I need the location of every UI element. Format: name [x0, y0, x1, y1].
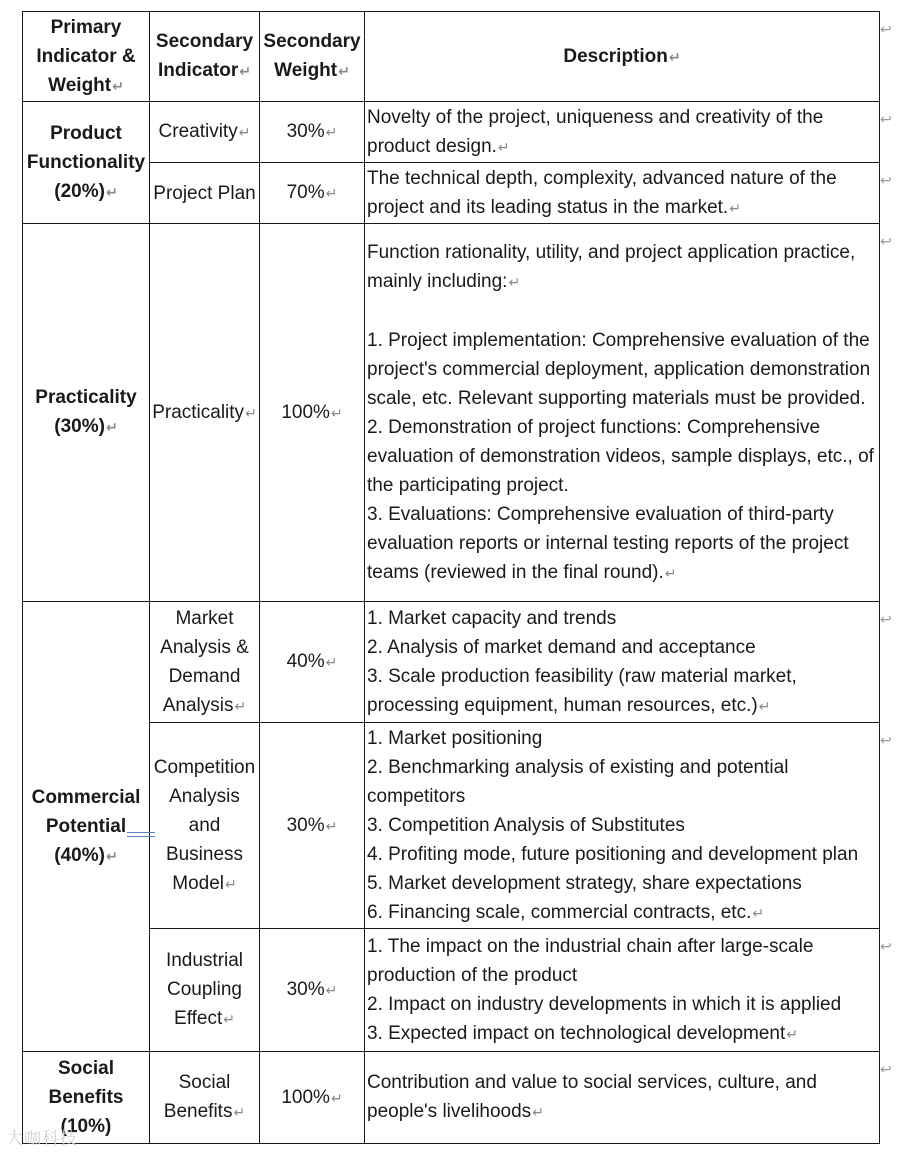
description-point: 3. Evaluations: Comprehensive evaluation of third-party evaluation reports or internal testing reports of the project teams (reviewed in the final round).↵ [367, 503, 849, 583]
description-cell: The technical depth, complexity, advanced nature of the project and its leading status in the market.↵ [365, 163, 880, 224]
table-row [23, 102, 880, 163]
description-cell: Novelty of the project, uniqueness and creativity of the product design.↵ [365, 102, 880, 163]
description-point: 3. Scale production feasibility (raw material market, processing equipment, human resources, etc.)↵ [367, 665, 797, 716]
description-point: 1. Project implementation: Comprehensive evaluation of the project's commercial deployment, application demonstration scale, etc. Relevant supporting materials must be provided. [367, 329, 871, 409]
double-underline-mark [127, 832, 155, 837]
header-row [23, 12, 880, 102]
description-point: 4. Profiting mode, future positioning and development plan [367, 843, 859, 865]
description-point: 3. Expected impact on technological development↵ [367, 1022, 798, 1044]
description-cell [365, 224, 880, 602]
secondary-indicator-cell: Practicality↵ [150, 224, 260, 602]
secondary-weight-cell: 30%↵ [260, 723, 365, 929]
description-point: 2. Demonstration of project functions: Comprehensive evaluation of demonstration videos, sample displays, etc., of the participating project. [367, 416, 874, 496]
table-row [23, 602, 880, 723]
table-row [23, 1052, 880, 1144]
secondary-indicator-cell: Project Plan [150, 163, 260, 224]
secondary-indicator-cell: Industrial Coupling Effect↵ [150, 929, 260, 1052]
secondary-indicator-cell: Creativity↵ [150, 102, 260, 163]
description-point: 2. Impact on industry developments in which it is applied [367, 993, 842, 1015]
header-primary: Primary Indicator & Weight↵ [23, 12, 150, 102]
description-point: 5. Market development strategy, share expectations [367, 872, 802, 894]
row-end-mark: ↩ [880, 732, 892, 748]
description-point: 2. Analysis of market demand and acceptance [367, 636, 756, 658]
description-cell [365, 929, 880, 1052]
row-end-mark: ↩ [880, 611, 892, 627]
description-point: 2. Benchmarking analysis of existing and potential competitors [367, 756, 789, 807]
secondary-weight-cell: 100%↵ [260, 1052, 365, 1144]
header-description: Description↵ [365, 12, 880, 102]
table-row [23, 163, 880, 224]
primary-indicator-cell: Practicality (30%)↵ [23, 224, 150, 602]
secondary-weight-cell: 40%↵ [260, 602, 365, 723]
row-end-mark: ↩ [880, 172, 892, 188]
row-end-mark: ↩ [880, 938, 892, 954]
primary-indicator-cell: Commercial Potential (40%)↵ [23, 602, 150, 1052]
primary-indicator-cell: Product Functionality (20%)↵ [23, 102, 150, 224]
description-point: 1. The impact on the industrial chain after large-scale production of the product [367, 935, 814, 986]
table-row [23, 929, 880, 1052]
description-cell [365, 723, 880, 929]
description-cell: Contribution and value to social services, culture, and people's livelihoods↵ [365, 1052, 880, 1144]
secondary-indicator-cell: Competition Analysis and Business Model↵ [150, 723, 260, 929]
row-end-mark: ↩ [880, 1061, 892, 1077]
secondary-weight-cell: 30%↵ [260, 929, 365, 1052]
description-point: 6. Financing scale, commercial contracts, etc.↵ [367, 901, 765, 923]
watermark: 大咖科技 [6, 1129, 78, 1148]
description-point: 3. Competition Analysis of Substitutes [367, 814, 685, 836]
header-secondary-weight: Secondary Weight↵ [260, 12, 365, 102]
row-end-mark: ↩ [880, 21, 892, 37]
description-point: 1. Market capacity and trends [367, 607, 617, 629]
description-cell [365, 602, 880, 723]
primary-indicator-cell: Social Benefits (10%) [23, 1052, 150, 1144]
secondary-indicator-cell: Market Analysis & Demand Analysis↵ [150, 602, 260, 723]
row-end-mark: ↩ [880, 111, 892, 127]
description-point: 1. Market positioning [367, 727, 543, 749]
blank-line [367, 297, 877, 326]
secondary-weight-cell: 30%↵ [260, 102, 365, 163]
description-intro: Function rationality, utility, and project application practice, mainly including:↵ [367, 241, 856, 292]
evaluation-criteria-table [22, 11, 880, 1144]
secondary-weight-cell: 100%↵ [260, 224, 365, 602]
secondary-weight-cell: 70%↵ [260, 163, 365, 224]
header-secondary-indicator: Secondary Indicator↵ [150, 12, 260, 102]
secondary-indicator-cell: Social Benefits↵ [150, 1052, 260, 1144]
row-end-mark: ↩ [880, 233, 892, 249]
table-row [23, 224, 880, 602]
table-row [23, 723, 880, 929]
